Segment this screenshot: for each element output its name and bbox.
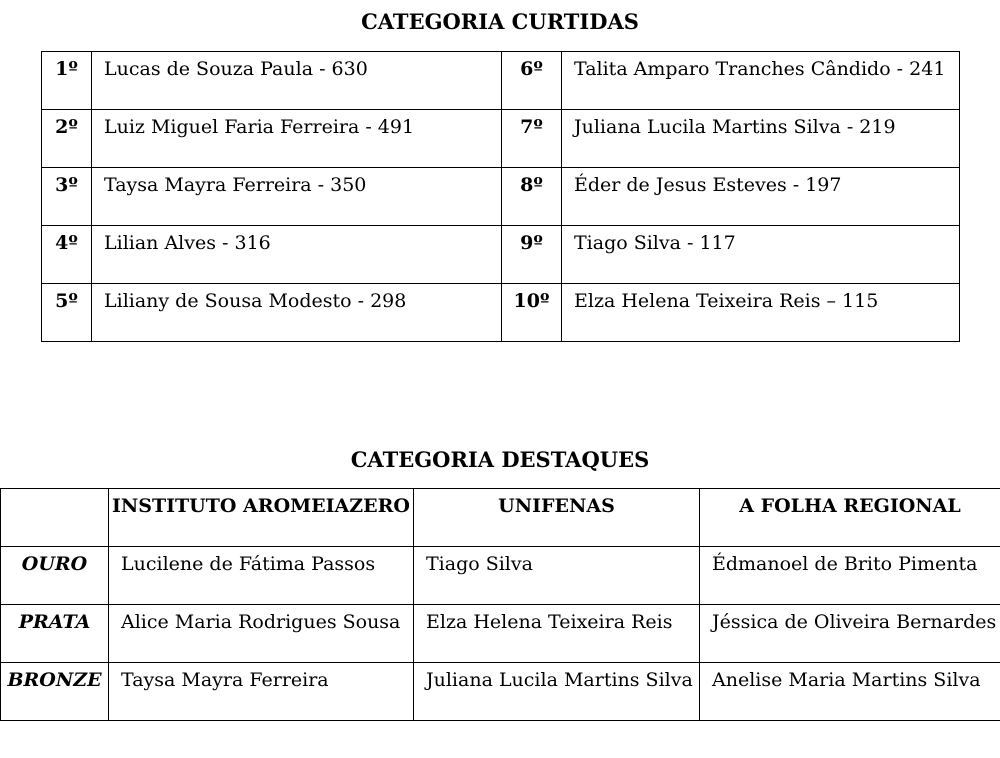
table-row: [42, 226, 960, 284]
name-cell: Luiz Miguel Faria Ferreira - 491: [92, 110, 502, 168]
name-cell: Liliany de Sousa Modesto - 298: [92, 284, 502, 342]
table-row: [42, 110, 960, 168]
name-cell: Tiago Silva - 117: [562, 226, 960, 284]
unifenas-cell: Elza Helena Teixeira Reis: [414, 605, 700, 663]
table-row: [1, 547, 1000, 605]
name-cell: Juliana Lucila Martins Silva - 219: [562, 110, 960, 168]
medal-cell: BRONZE: [1, 663, 109, 721]
header-folha: A FOLHA REGIONAL: [700, 489, 1000, 547]
rank-cell: 5º: [42, 284, 92, 342]
instituto-cell: Alice Maria Rodrigues Sousa: [109, 605, 414, 663]
table-row: [42, 168, 960, 226]
rank-cell: 2º: [42, 110, 92, 168]
table-row: [1, 663, 1000, 721]
name-cell: Talita Amparo Tranches Cândido - 241: [562, 52, 960, 110]
table-header-row: [1, 489, 1000, 547]
medal-cell: OURO: [1, 547, 109, 605]
rank-cell: 6º: [502, 52, 562, 110]
folha-cell: Jéssica de Oliveira Bernardes: [700, 605, 1000, 663]
header-instituto: INSTITUTO AROMEIAZERO: [109, 489, 414, 547]
folha-cell: Édmanoel de Brito Pimenta: [700, 547, 1000, 605]
curtidas-title: CATEGORIA CURTIDAS: [361, 9, 639, 34]
table-row: [42, 284, 960, 342]
rank-cell: 9º: [502, 226, 562, 284]
name-cell: Taysa Mayra Ferreira - 350: [92, 168, 502, 226]
rank-cell: 4º: [42, 226, 92, 284]
name-cell: Lilian Alves - 316: [92, 226, 502, 284]
rank-cell: 1º: [42, 52, 92, 110]
folha-cell: Anelise Maria Martins Silva: [700, 663, 1000, 721]
name-cell: Lucas de Souza Paula - 630: [92, 52, 502, 110]
rank-cell: 7º: [502, 110, 562, 168]
unifenas-cell: Juliana Lucila Martins Silva: [414, 663, 700, 721]
curtidas-table: [41, 51, 960, 342]
destaques-title: CATEGORIA DESTAQUES: [350, 447, 650, 472]
rank-cell: 3º: [42, 168, 92, 226]
rank-cell: 8º: [502, 168, 562, 226]
name-cell: Éder de Jesus Esteves - 197: [562, 168, 960, 226]
instituto-cell: Lucilene de Fátima Passos: [109, 547, 414, 605]
header-cell-empty: [1, 489, 109, 547]
instituto-cell: Taysa Mayra Ferreira: [109, 663, 414, 721]
table-row: [42, 52, 960, 110]
table-row: [1, 605, 1000, 663]
unifenas-cell: Tiago Silva: [414, 547, 700, 605]
header-unifenas: UNIFENAS: [414, 489, 700, 547]
name-cell: Elza Helena Teixeira Reis – 115: [562, 284, 960, 342]
medal-cell: PRATA: [1, 605, 109, 663]
rank-cell: 10º: [502, 284, 562, 342]
destaques-table: [0, 488, 1000, 721]
